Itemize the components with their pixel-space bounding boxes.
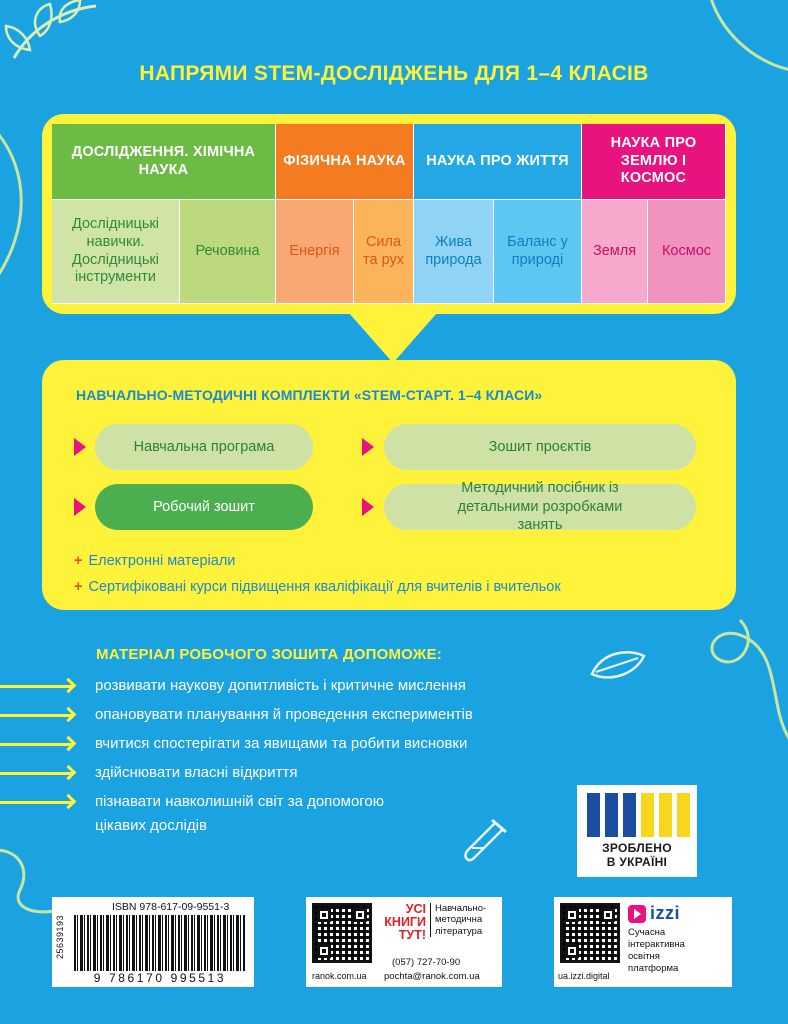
isbn-label: ISBN 978-617-09-9551-3 [112,901,230,913]
cell-research-skills: Дослідницькі навички. Дослідницькі інструменти [52,200,180,304]
down-arrow-icon [349,313,437,363]
plus-icon: + [74,553,83,569]
header-physical-science: ФІЗИЧНА НАУКА [276,124,414,200]
kit-item-project-notebook: Зошит проєктів [384,424,696,470]
ranok-info-box [306,897,502,987]
kit-item-workbook: Робочий зошит [95,484,313,530]
page-title: НАПРЯМИ STEM-ДОСЛІДЖЕНЬ ДЛЯ 1–4 КЛАСІВ [139,62,649,85]
help-item: опановувати планування й проведення експериментів [0,704,600,726]
cell-space: Космос [648,200,726,304]
barcode-number: 9 786170 995513 [93,971,227,985]
ranok-email[interactable]: pochta@ranok.com.ua [384,971,480,982]
izzi-info-box [554,897,732,987]
pink-triangle-icon [74,498,86,516]
isbn-barcode-box [52,897,254,987]
ranok-slogan: УСІ КНИГИ ТУТ! [384,902,426,943]
qr-code-icon[interactable] [312,903,372,963]
izzi-name: izzi [650,903,681,923]
arrow-right-icon [0,714,72,717]
pink-triangle-icon [362,438,374,456]
stem-directions-table [52,124,726,304]
helps-title: МАТЕРІАЛ РОБОЧОГО ЗОШИТА ДОПОМОЖЕ: [96,646,442,663]
decorative-curl-right-icon [700,600,788,760]
help-item: розвивати наукову допитливість і критичне мислення [0,675,600,697]
cell-earth: Земля [582,200,648,304]
kit-item-methodical-guide: Методичний посібник із детальними розробками занять [384,484,696,530]
ukraine-flag-bars-icon [587,793,690,837]
ranok-category: Навчально- методична література [430,903,486,937]
kit-item-curriculum: Навчальна програма [95,424,313,470]
header-research-chemistry: ДОСЛІДЖЕННЯ. ХІМІЧНА НАУКА [52,124,276,200]
cell-force-motion: Сила та рух [354,200,414,304]
isbn-side-code: 25639193 [55,915,65,960]
kit-extra-electronic: + Електронні матеріали [74,553,236,569]
made-in-ukraine-line1: ЗРОБЛЕНО [602,841,672,855]
stem-directions-panel [42,114,736,314]
arrow-right-icon [0,772,72,775]
help-item: вчитися спостерігати за явищами та робити висновки [0,733,600,755]
izzi-description: Сучасна інтерактивна освітня платформа [628,927,685,974]
plus-icon: + [74,579,83,595]
help-item-continuation: цікавих дослідів [95,817,207,834]
help-item: пізнавати навколишній світ за допомогою [0,791,600,813]
cell-balance-nature: Баланс у природі [494,200,582,304]
play-icon [628,905,646,923]
pink-triangle-icon [362,498,374,516]
arrow-right-icon [0,801,72,804]
pink-triangle-icon [74,438,86,456]
qr-code-icon[interactable] [560,903,620,963]
izzi-logo [628,903,680,924]
kit-title: НАВЧАЛЬНО-МЕТОДИЧНІ КОМПЛЕКТИ «STEM-СТАРТ. 1–4 КЛАСИ» [76,387,543,403]
arrow-right-icon [0,685,72,688]
izzi-url[interactable]: ua.izzi.digital [558,971,610,981]
decorative-curl-top-icon [640,0,788,110]
made-in-ukraine-badge [577,785,697,877]
header-life-science: НАУКА ПРО ЖИТТЯ [414,124,582,200]
ranok-phone: (057) 727-70-90 [392,957,461,968]
kit-extra-courses: + Сертифіковані курси підвищення кваліфікації для вчителів і вчительок [74,579,561,595]
cell-substance: Речовина [180,200,276,304]
made-in-ukraine-line2: В УКРАЇНІ [606,855,668,870]
decorative-leaf-icon [0,0,110,70]
cell-energy: Енергія [276,200,354,304]
arrow-right-icon [0,743,72,746]
barcode-icon [74,915,246,971]
ranok-url[interactable]: ranok.com.ua [312,971,367,981]
cell-living-nature: Жива природа [414,200,494,304]
help-item: здійснювати власні відкриття [0,762,600,784]
header-earth-space: НАУКА ПРО ЗЕМЛЮ І КОСМОС [582,124,726,200]
